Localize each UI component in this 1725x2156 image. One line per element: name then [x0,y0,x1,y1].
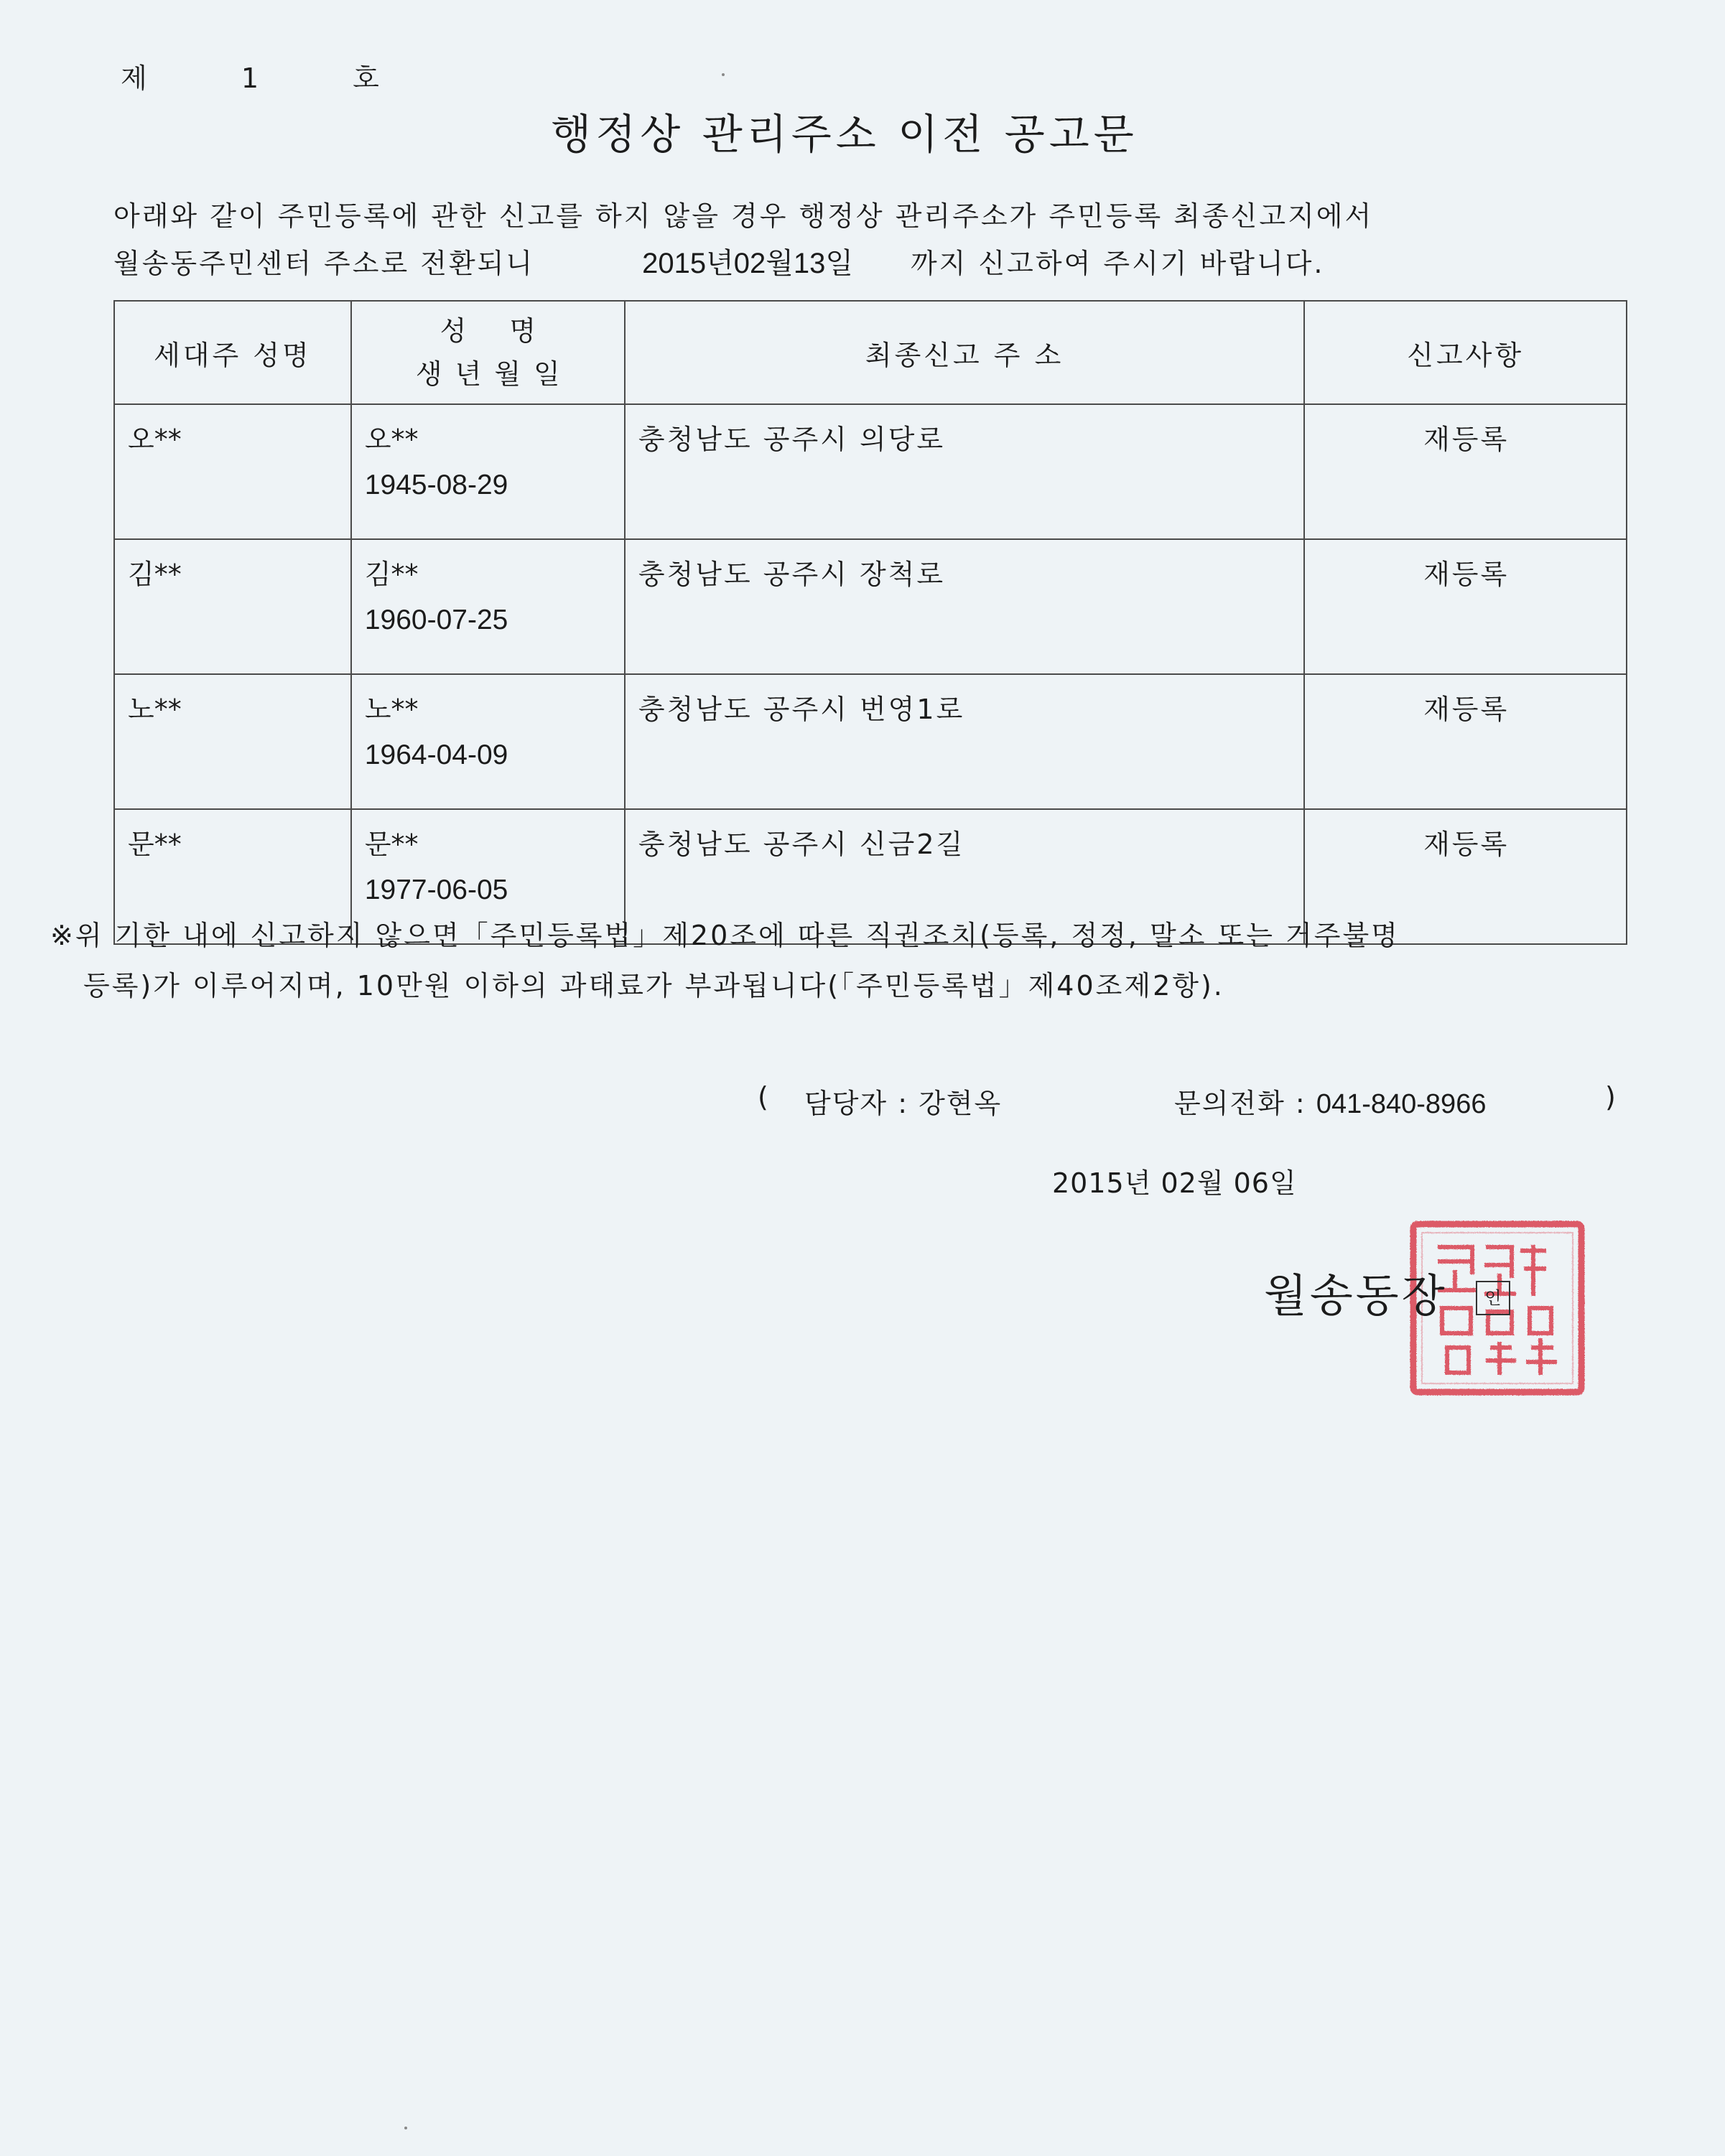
intro-line-1: 아래와 같이 주민등록에 관한 신고를 하지 않을 경우 행정상 관리주소가 주민등록 최종신고지에서 [113,200,1374,232]
cell-report: 재등록 [1304,674,1627,809]
cell-householder: 노** [114,674,351,809]
cell-report: 재등록 [1304,404,1627,539]
header-name-birthdate [351,301,625,404]
table-header-row [114,301,1627,404]
header-address: 최종신고 주 소 [625,301,1304,404]
phone-number: 041-840-8966 [1316,1089,1487,1119]
issue-date: 2015년 02월 06일 [1052,1167,1297,1199]
phone-label: 문의전화 : [1174,1088,1306,1119]
cell-householder: 문** [114,809,351,944]
intro-line-2-prefix: 월송동주민센터 주소로 전환되니 [113,248,535,279]
cell-address: 충청남도 공주시 번영1로 [625,674,1304,809]
cell-report: 재등록 [1304,809,1627,944]
contact-paren-close: ) [1605,1081,1617,1113]
document-title [0,101,1725,161]
footnote [50,910,1630,1011]
cell-name [351,404,625,539]
title-text: 행정상 관리주소 이전 공고문 [551,110,1138,159]
cell-birthdate: 1964-04-09 [364,739,508,770]
table-row [114,404,1627,539]
cell-address: 충청남도 공주시 의당로 [625,404,1304,539]
cell-name-value: 문** [364,829,419,860]
seal-mark: 인 [1476,1281,1510,1315]
cell-birthdate: 1945-08-29 [364,470,508,500]
contact-paren-open: ( [758,1081,770,1113]
cell-birthdate: 1960-07-25 [364,605,508,635]
signature-title: 월송동장 [1264,1269,1448,1322]
cell-name-value: 노** [364,694,419,725]
intro-paragraph [113,192,1693,287]
scan-speck-icon [404,2127,407,2129]
cell-householder: 오** [114,404,351,539]
serial-prefix: 제 [121,62,149,94]
table-row [114,674,1627,809]
header-birthdate: 생년월일 [415,358,573,390]
table-row [114,539,1627,674]
footnote-line-1: ※위 기한 내에 신고하지 않으면「주민등록법」제20조에 따른 직권조치(등록, 정정, 말소 또는 거주불명 [50,920,1400,951]
deadline-date: 2015년02월13일 [642,248,853,279]
cell-name-value: 오** [364,424,419,455]
intro-line-2-suffix: 까지 신고하여 주시기 바랍니다. [910,248,1325,279]
cell-name [351,674,625,809]
serial-suffix: 호 [353,62,381,94]
footnote-line-2: 등록)가 이루어지며, 10만원 이하의 과태료가 부과됩니다(「주민등록법」제40조제2항). [83,970,1224,1002]
scan-speck-icon [722,73,725,76]
cell-name [351,539,625,674]
contact-phone [1174,1081,1486,1121]
serial-number: 1 [241,62,260,94]
notice-table [113,300,1627,945]
intro-line-2 [113,240,1693,287]
cell-address: 충청남도 공주시 장척로 [625,539,1304,674]
header-name: 성명 [440,315,580,347]
contact-person: 담당자 : 강현옥 [804,1088,1003,1119]
cell-householder: 김** [114,539,351,674]
header-report: 신고사항 [1304,301,1627,404]
cell-name-value: 김** [364,559,419,590]
document-serial [121,56,381,95]
cell-report: 재등록 [1304,539,1627,674]
header-householder: 세대주 성명 [114,301,351,404]
cell-address: 충청남도 공주시 신금2길 [625,809,1304,944]
cell-birthdate: 1977-06-05 [364,874,508,905]
